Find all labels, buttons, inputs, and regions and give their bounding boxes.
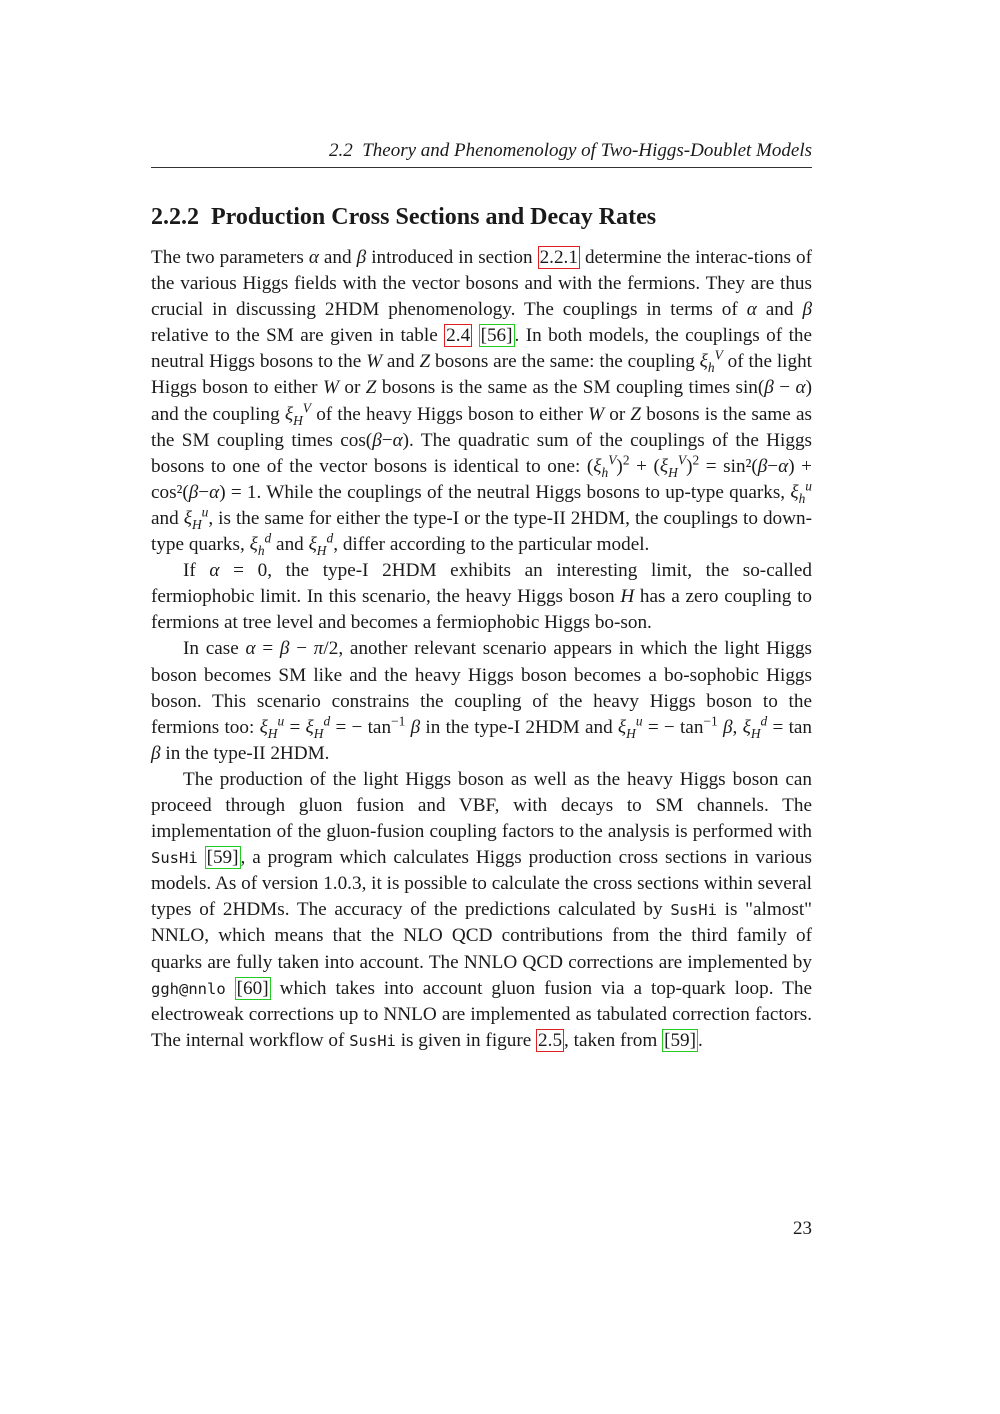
table-ref-link[interactable]: 2.4 <box>446 325 471 347</box>
figure-ref-link[interactable]: 2.5 <box>538 1029 563 1051</box>
code-ggh: ggh@nnlo <box>151 979 226 998</box>
section-heading <box>151 204 812 231</box>
paragraph: The two parameters α and β introduced in section 2.2.1 determine the interac-tions of the various Higgs fields with the vector bosons and with the fermions. They are thus crucial in discussing 2HDM phenomenology. The couplings in terms of α and β relative to the SM are given in table 2.4 [56] . In both models, the couplings of the neutral Higgs bosons to the W and Z bosons are the same: the coupling $\xi_h^V$ of the light Higgs boson to either W or Z bosons is the same as the SM coupling times sin(β − α) and the coupling $\xi_H^V$ of the heavy Higgs boson to either W or Z bosons is the same as the SM coupling times cos(β−α). The quadratic sum of the couplings of the Higgs bosons to one of the vector bosons is identical to one: $(\xi_h^V)^2 + (\xi_H^V)^2 = \sin^2(\beta-\alpha) + \cos^2(\beta-\alpha) = 1$. While the couplings of the neutral Higgs bosons to up-type quarks, $\xi_h^u$ and $\xi_H^u$, is the same for either the type-I or the type-II 2HDM, the couplings to down-type quarks, $\xi_h^d$ and $\xi_H^d$, differ according to the particular model. <box>151 247 813 558</box>
page <box>151 140 813 1239</box>
code-sushi: SusHi <box>670 901 717 920</box>
citation-link[interactable]: [59] <box>664 1029 697 1051</box>
section-ref-link[interactable]: 2.2.1 <box>539 247 578 268</box>
body-text <box>151 245 812 1054</box>
code-sushi: SusHi <box>349 1031 396 1050</box>
section-title: Production Cross Sections and Decay Rates <box>211 204 657 230</box>
running-head <box>151 140 812 168</box>
citation-link[interactable]: [56] <box>480 325 513 347</box>
citation-link[interactable]: [60] <box>236 977 269 999</box>
page-number: 23 <box>793 1218 812 1239</box>
paragraph: The production of the light Higgs boson as well as the heavy Higgs boson can proceed through gluon fusion and VBF, with decays to SM channels. The implementation of the gluon-fusion coupling factors to the analysis is performed with SusHi [59] , a program which calculates Higgs production cross sections in various models. As of version 1.0.3, it is possible to calculate the cross sections within several types of 2HDMs. The accuracy of the predictions calculated by SusHi is "almost" NNLO, which means that the NLO QCD contributions from the third family of quarks are fully taken into account. The NNLO QCD corrections are implemented by ggh@nnlo [60] which takes into account gluon fusion via a top-quark loop. The electroweak corrections up to NNLO are implemented as tabulated correction factors. The internal workflow of SusHi is given in figure 2.5 , taken from [59] . <box>151 768 812 1051</box>
paragraph: In case α = β − π/2, another relevant scenario appears in which the light Higgs boson becomes SM like and the heavy Higgs boson becomes a bo-sophobic Higgs boson. This scenario constrains the coupling of the heavy Higgs boson to the fermions too: $\xi_H^u = \xi_H^d$ = − $\tan^{-1} \beta$ in the type-I 2HDM and $\xi_H^u$ = − $\tan^{-1} \beta$, $\xi_H^d = \tan \beta$ in the type-II 2HDM. <box>151 638 813 764</box>
code-sushi: SusHi <box>151 849 198 868</box>
section-number: 2.2.2 <box>151 204 199 230</box>
citation-link[interactable]: [59] <box>206 847 239 869</box>
running-head-number: 2.2 <box>328 140 353 161</box>
running-head-title: Theory and Phenomenology of Two-Higgs-Doublet Models <box>362 140 812 161</box>
paragraph: If α = 0, the type-I 2HDM exhibits an interesting limit, the so-called fermiophobic limit. In this scenario, the heavy Higgs boson H has a zero coupling to fermions at tree level and becomes a fermiophobic Higgs bo-son. <box>151 560 813 634</box>
